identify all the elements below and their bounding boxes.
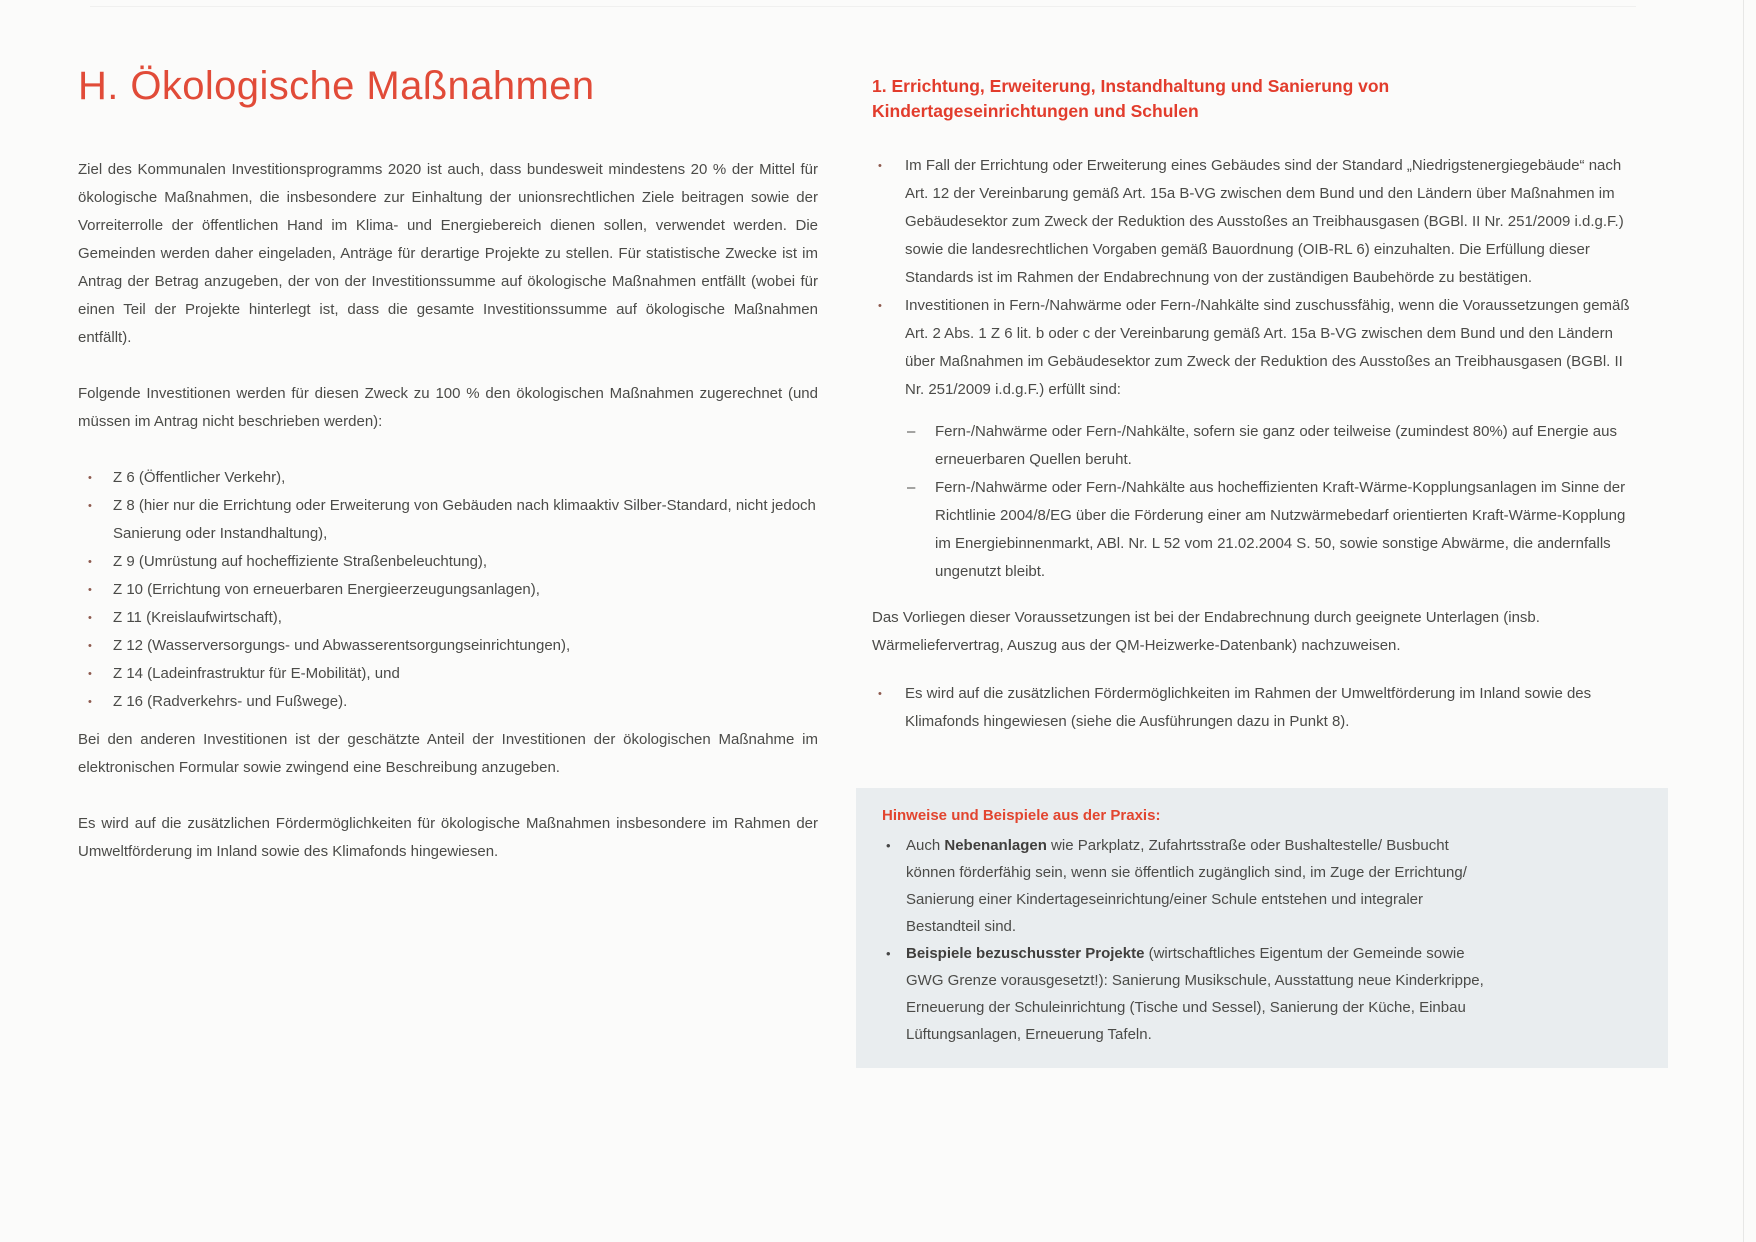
bullet-item-text: Im Fall der Errichtung oder Erweiterung eines Gebäudes sind der Standard „Niedrigstenergiegebäude“ nach Art. 12 der Vereinbarung gemäß Art. 15a B-VG zwischen dem Bund und den Ländern über Maßnahmen im Gebäudesektor zum Zweck der Reduktion des Ausstoßes an Treibhausgasen (BGBl. II Nr. 251/2009 i.d.g.F.) sowie die landesrechtlichen Vorgaben gemäß Bauordnung (OIB-RL 6) einzuhalten. Die Erfüllung dieser Standards ist im Rahmen der Endabrechnung von der zuständigen Baubehörde zu bestätigen. — [905, 157, 1624, 286]
info-box-item-bold: Beispiele bezuschusster Projekte — [906, 945, 1145, 962]
list-item — [78, 660, 818, 688]
list-item-text: Z 9 (Umrüstung auf hocheffiziente Straßenbeleuchtung), — [113, 553, 488, 570]
bullet-item-text: Investitionen in Fern-/Nahwärme oder Fern-/Nahkälte sind zuschussfähig, wenn die Voraussetzungen gemäß Art. 2 Abs. 1 Z 6 lit. b oder c der Vereinbarung gemäß Art. 15a B-VG zwischen dem Bund und den Ländern über Maßnahmen im Gebäudesektor zum Zweck der Reduktion des Ausstoßes an Treibhausgasen (BGBl. II Nr. 251/2009 i.d.g.F.) erfüllt sind: — [905, 297, 1630, 398]
list-item — [78, 492, 818, 548]
list-item-text: Z 8 (hier nur die Errichtung oder Erweiterung von Gebäuden nach klimaaktiv Silber-Standard, nicht jedoch Sanierung oder Instandhaltung), — [113, 497, 816, 542]
dash-icon: – — [907, 479, 916, 496]
list-item-text: Z 11 (Kreislaufwirtschaft), — [113, 609, 282, 626]
list-item — [78, 548, 818, 576]
bullet-item-fernwaerme — [872, 292, 1642, 404]
list-item — [78, 576, 818, 604]
list-item — [78, 464, 818, 492]
scan-edge-artifact-right — [1743, 0, 1744, 1242]
z-measures-list — [78, 464, 818, 716]
info-box-heading: Hinweise und Beispiele aus der Praxis: — [882, 807, 1161, 824]
list-item-text: Z 14 (Ladeinfrastruktur für E-Mobilität), und — [113, 665, 400, 682]
bullet-dot-icon: • — [878, 300, 882, 312]
info-box-item — [882, 832, 1500, 940]
page-title: H. Ökologische Maßnahmen — [78, 64, 595, 108]
paragraph-vorliegen: Das Vorliegen dieser Voraussetzungen ist bei der Endabrechnung durch geeignete Unterlagen (insb. Wärmeliefervertrag, Auszug aus der QM-Heizwerke-Datenbank) nachzuweisen. — [872, 609, 1540, 654]
right-column — [872, 74, 1642, 1068]
list-item — [78, 688, 818, 716]
sub-bullet-item — [905, 474, 1642, 586]
bullet-dot-icon: • — [88, 696, 92, 708]
paragraph-foerdermoeglichkeiten: Es wird auf die zusätzlichen Fördermöglichkeiten für ökologische Maßnahmen insbesondere im Rahmen der Umweltförderung im Inland sowie des Klimafonds hingewiesen. — [78, 815, 818, 860]
bullet-item-text: Es wird auf die zusätzlichen Fördermöglichkeiten im Rahmen der Umweltförderung im Inland sowie des Klimafonds hingewiesen (siehe die Ausführungen dazu in Punkt 8). — [905, 685, 1592, 730]
list-item-text: Z 16 (Radverkehrs- und Fußwege). — [113, 693, 348, 710]
paragraph-ziel: Ziel des Kommunalen Investitionsprogramms 2020 ist auch, dass bundesweit mindestens 20 % der Mittel für ökologische Maßnahmen, die insbesondere zur Einhaltung der unionsrechtlichen Ziele beitragen sowie der Vorreiterrolle der öffentlichen Hand im Klima- und Energiebereich dienen sollen, verwendet werden. Die Gemeinden werden daher eingeladen, Anträge für derartige Projekte zu stellen. Für statistische Zwecke ist im Antrag der Betrag anzugeben, der von der Investitionssumme auf ökologische Maßnahmen entfällt (wobei für einen Teil der Projekte hinterlegt ist, dass die gesamte Investitionssumme auf ökologische Maßnahmen entfällt). — [78, 161, 818, 346]
info-box — [856, 788, 1668, 1068]
bullet-dot-icon: • — [878, 160, 882, 172]
sub-bullet-item — [905, 418, 1642, 474]
info-box-item-text — [906, 945, 1484, 1043]
bullet-dot-icon: • — [886, 946, 891, 961]
list-item-text: Z 12 (Wasserversorgungs- und Abwasserentsorgungseinrichtungen), — [113, 637, 571, 654]
bullet-dot-icon: • — [88, 668, 92, 680]
info-box-item-pre: Auch — [906, 837, 945, 854]
bullet-dot-icon: • — [88, 612, 92, 624]
paragraph-folgende-investitionen: Folgende Investitionen werden für diesen Zweck zu 100 % den ökologischen Maßnahmen zugerechnet (und müssen im Antrag nicht beschrieben werden): — [78, 385, 818, 430]
dash-icon: – — [907, 423, 916, 440]
info-box-item-bold: Nebenanlagen — [944, 837, 1047, 854]
list-item-text: Z 6 (Öffentlicher Verkehr), — [113, 469, 286, 486]
list-item-text: Z 10 (Errichtung von erneuerbaren Energieerzeugungsanlagen), — [113, 581, 540, 598]
bullet-dot-icon: • — [88, 500, 92, 512]
bullet-item-zusaetzliche-foerderung — [872, 680, 1642, 736]
sub-bullet-text: Fern-/Nahwärme oder Fern-/Nahkälte aus hocheffizienten Kraft-Wärme-Kopplungsanlagen im Sinne der Richtlinie 2004/8/EG über die Förderung einer am Nutzwärmebedarf orientierten Kraft-Wärme-Kopplung im Energiebinnenmarkt, ABl. Nr. L 52 vom 21.02.2004 S. 50, sowie sonstige Abwärme, die andernfalls ungenutzt bleibt. — [935, 479, 1626, 580]
list-item — [78, 632, 818, 660]
bullet-item-errichtung — [872, 152, 1642, 292]
sub-bullet-list — [905, 418, 1642, 586]
list-item — [78, 604, 818, 632]
bullet-dot-icon: • — [88, 472, 92, 484]
left-column — [78, 62, 818, 866]
bullet-dot-icon: • — [88, 584, 92, 596]
scan-edge-artifact-top — [90, 6, 1636, 7]
bullet-dot-icon: • — [88, 640, 92, 652]
info-box-item-post: (wirtschaftliches Eigentum der Gemeinde sowie GWG Grenze vorausgesetzt!): Sanierung Musikschule, Ausstattung neue Kinderkrippe, Erneuerung der Schuleinrichtung (Tische und Sessel), Sanierung der Küche, Einbau Lüftungsanlagen, Erneuerung Tafeln. — [906, 945, 1484, 1043]
info-box-item-post: wie Parkplatz, Zufahrtsstraße oder Bushaltestelle/ Busbucht können förderfähig sein, wenn sie öffentlich zugänglich sind, im Zuge der Errichtung/ Sanierung einer Kindertageseinrichtung/einer Schule entstehen und integraler Bestandteil sind. — [906, 837, 1467, 935]
info-box-item — [882, 940, 1500, 1048]
bullet-dot-icon: • — [88, 556, 92, 568]
info-box-item-text — [906, 837, 1467, 935]
sub-bullet-text: Fern-/Nahwärme oder Fern-/Nahkälte, sofern sie ganz oder teilweise (zumindest 80%) auf Energie aus erneuerbaren Quellen beruht. — [935, 423, 1617, 468]
section-heading: 1. Errichtung, Erweiterung, Instandhaltung und Sanierung von Kindertageseinrichtungen und Schulen — [872, 76, 1390, 121]
bullet-dot-icon: • — [886, 838, 891, 853]
bullet-dot-icon: • — [878, 688, 882, 700]
paragraph-andere-investitionen: Bei den anderen Investitionen ist der geschätzte Anteil der Investitionen der ökologischen Maßnahme im elektronischen Formular sowie zwingend eine Beschreibung anzugeben. — [78, 731, 818, 776]
